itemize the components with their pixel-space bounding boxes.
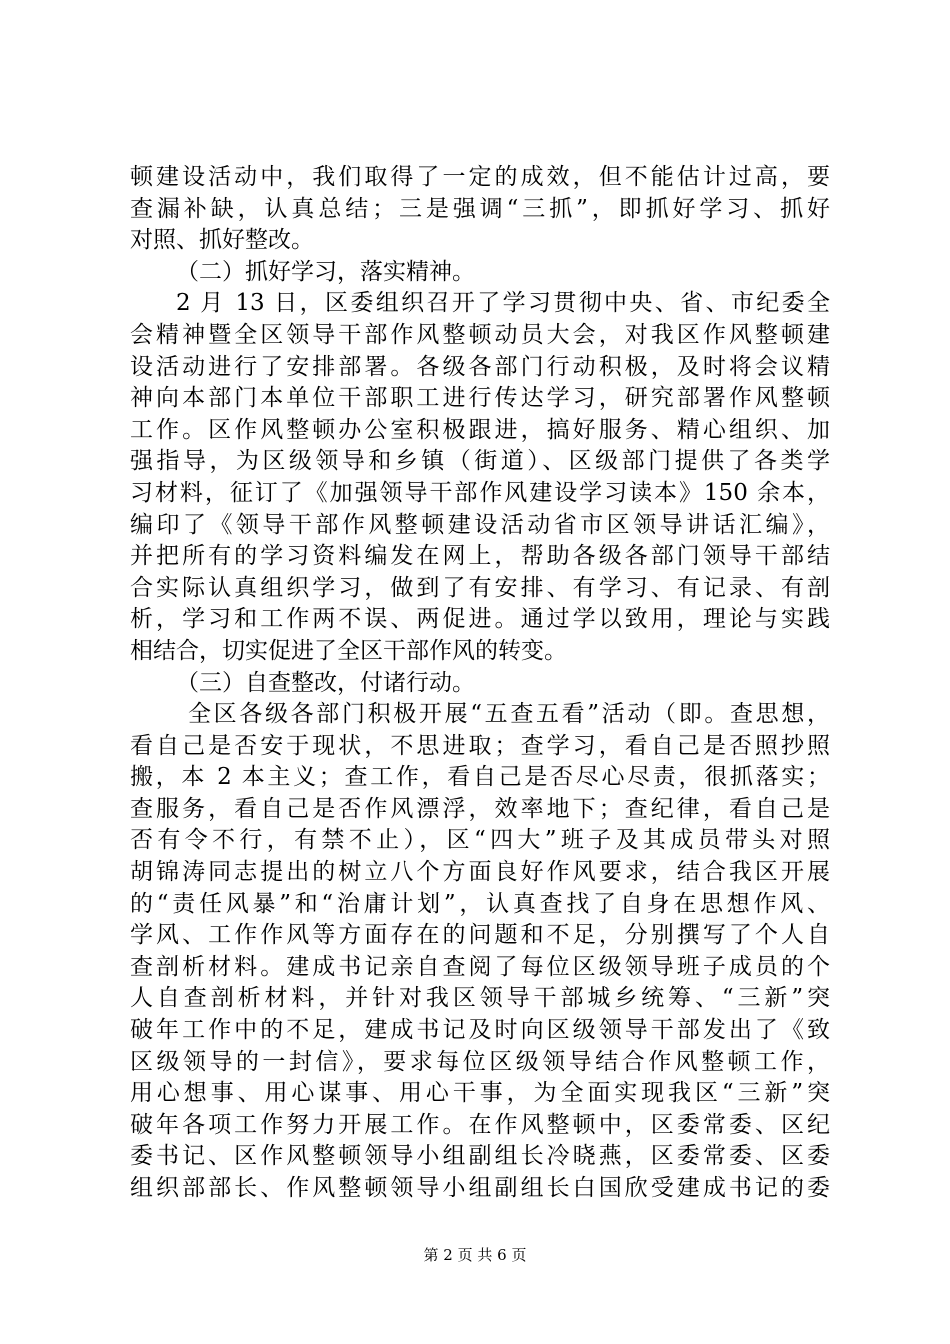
text-line: 强指导，为区级领导和乡镇（街道）、区级部门提供了各类学 xyxy=(130,448,830,475)
text-line: 对照、抓好整改。 xyxy=(130,227,314,254)
text-line: 相结合，切实促进了全区干部作风的转变。 xyxy=(130,637,567,664)
text-line: 工作。区作风整顿办公室积极跟进，搞好服务、精心组织、加 xyxy=(130,416,830,443)
text-line: 合实际认真组织学习，做到了有安排、有学习、有记录、有剖 xyxy=(130,574,830,601)
text-line: 编印了《领导干部作风整顿建设活动省市区领导讲话汇编》， xyxy=(130,511,830,538)
text-line: 人自查剖析材料，并针对我区领导干部城乡统筹、“三新”突 xyxy=(130,985,830,1012)
text-line: 析，学习和工作两不误、两促进。通过学以致用，理论与实践 xyxy=(130,606,830,633)
text-line: 组织部部长、作风整顿领导小组副组长白国欣受建成书记的委 xyxy=(130,1175,830,1201)
page-number-footer: 第 2 页 共 6 页 xyxy=(423,1246,527,1264)
text-line: 看自己是否安于现状，不思进取；查学习，看自己是否照抄照 xyxy=(130,732,830,759)
text-line: 全区各级各部门积极开展“五查五看”活动（即。查思想， xyxy=(188,701,830,728)
section-heading: （二）抓好学习，落实精神。 xyxy=(176,258,475,285)
text-line: 区级领导的一封信》，要求每位区级领导结合作风整顿工作， xyxy=(130,1048,830,1075)
text-line: 神向本部门本单位干部职工进行传达学习，研究部署作风整顿 xyxy=(130,385,830,412)
document-body xyxy=(130,162,830,1205)
text-line: 否有令不行，有禁不止），区“四大”班子及其成员带头对照 xyxy=(130,827,830,854)
text-line: 查剖析材料。建成书记亲自查阅了每位区级领导班子成员的个 xyxy=(130,953,830,980)
text-line: 用心想事、用心谋事、用心干事，为全面实现我区“三新”突 xyxy=(130,1080,830,1107)
text-line: 会精神暨全区领导干部作风整顿动员大会，对我区作风整顿建 xyxy=(130,321,830,348)
text-line: 顿建设活动中，我们取得了一定的成效，但不能估计过高，要 xyxy=(130,164,830,190)
text-line: 查漏补缺，认真总结；三是强调“三抓”，即抓好学习、抓好 xyxy=(130,195,830,222)
section-heading: （三）自查整改，付诸行动。 xyxy=(176,669,475,696)
text-line: 2 月 13 日，区委组织召开了学习贯彻中央、省、市纪委全 xyxy=(176,290,830,317)
text-line: 搬，本 2 本主义；查工作，看自己是否尽心尽责，很抓落实； xyxy=(130,764,830,791)
text-line: 破年工作中的不足，建成书记及时向区级领导干部发出了《致 xyxy=(130,1017,830,1044)
text-line: 设活动进行了安排部署。各级各部门行动积极，及时将会议精 xyxy=(130,353,830,380)
text-line: 查服务，看自己是否作风漂浮，效率地下；查纪律，看自己是 xyxy=(130,795,830,822)
text-line: 学风、工作作风等方面存在的问题和不足，分别撰写了个人自 xyxy=(130,922,830,949)
text-line: 习材料，征订了《加强领导干部作风建设学习读本》150 余本， xyxy=(130,479,830,506)
text-line: 委书记、区作风整顿领导小组副组长冷晓燕，区委常委、区委 xyxy=(130,1143,830,1170)
text-line: 并把所有的学习资料编发在网上，帮助各级各部门领导干部结 xyxy=(130,543,830,570)
text-line: 破年各项工作努力开展工作。在作风整顿中，区委常委、区纪 xyxy=(130,1111,830,1138)
text-line: 的“责任风暴”和“治庸计划”，认真查找了自身在思想作风、 xyxy=(130,890,830,917)
text-line: 胡锦涛同志提出的树立八个方面良好作风要求，结合我区开展 xyxy=(130,859,830,886)
